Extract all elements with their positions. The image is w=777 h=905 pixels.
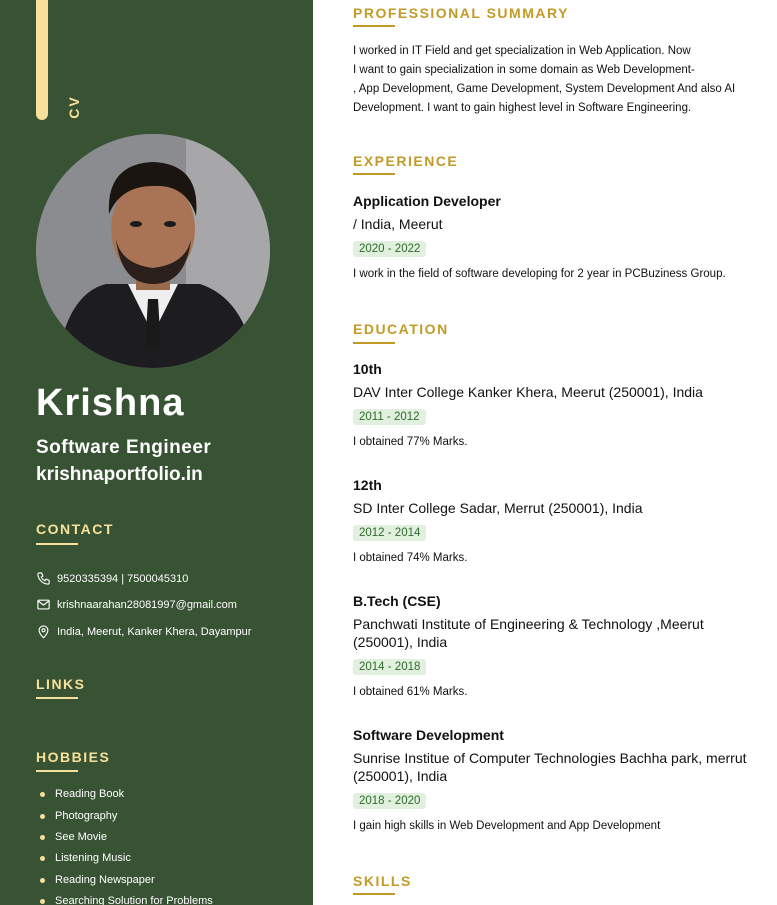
education-subtitle: DAV Inter College Kanker Khera, Meerut (250001), India — [353, 384, 703, 400]
links-underline — [36, 697, 78, 699]
date-badge: 2014 - 2018 — [353, 659, 426, 675]
summary-underline — [353, 25, 395, 27]
education-description: I gain high skills in Web Development and App Development — [353, 820, 661, 832]
education-title: B.Tech (CSE) — [353, 593, 441, 609]
contact-address — [36, 624, 251, 639]
education-title: Software Development — [353, 727, 504, 743]
experience-underline — [353, 173, 395, 175]
hobbies-underline — [36, 770, 78, 772]
contact-underline — [36, 543, 78, 545]
education-description: I obtained 61% Marks. — [353, 686, 468, 698]
bullet-icon — [40, 899, 45, 904]
hobbies-heading: HOBBIES — [36, 749, 111, 765]
date-badge: 2011 - 2012 — [353, 409, 426, 425]
hobby-label: Photography — [55, 810, 118, 822]
summary-line: I worked in IT Field and get specialization in Web Application. Now — [353, 45, 691, 57]
hobby-item — [40, 810, 117, 822]
education-description: I obtained 74% Marks. — [353, 552, 468, 564]
hobby-item — [40, 831, 107, 843]
experience-subtitle: / India, Meerut — [353, 216, 443, 232]
bullet-icon — [40, 856, 45, 861]
profile-title: Software Engineer — [36, 437, 212, 458]
profile-name: Krishna — [36, 382, 185, 424]
date-badge: 2018 - 2020 — [353, 793, 426, 809]
location-pin-icon — [36, 624, 51, 639]
contact-email-text: krishnaarahan28081997@gmail.com — [57, 598, 237, 611]
hobby-item — [40, 852, 131, 864]
hobby-label: Reading Book — [55, 788, 125, 800]
experience-heading: EXPERIENCE — [353, 153, 459, 169]
profile-photo — [36, 134, 270, 368]
links-heading: LINKS — [36, 676, 86, 692]
cv-label: CV — [66, 95, 82, 119]
hobby-item — [40, 874, 155, 886]
contact-heading: CONTACT — [36, 521, 114, 537]
hobby-label: Listening Music — [55, 852, 131, 864]
hobby-label: See Movie — [55, 831, 107, 843]
education-description: I obtained 77% Marks. — [353, 436, 468, 448]
hobby-item — [40, 788, 124, 800]
contact-phone[interactable] — [36, 571, 188, 586]
skills-heading: SKILLS — [353, 873, 412, 889]
education-subtitle: Sunrise Institue of Computer Technologies Bachha park, merrut (250001), India — [353, 750, 747, 784]
contact-phone-text: 9520335394 | 7500045310 — [57, 572, 189, 585]
bullet-icon — [40, 792, 45, 797]
skills-underline — [353, 893, 395, 895]
education-heading: EDUCATION — [353, 321, 449, 337]
summary-line: I want to gain specialization in some domain as Web Development- — [353, 64, 695, 76]
cv-accent-bar — [36, 0, 48, 120]
hobby-label: Reading Newspaper — [55, 874, 155, 886]
education-underline — [353, 342, 395, 344]
summary-heading: PROFESSIONAL SUMMARY — [353, 5, 569, 21]
bullet-icon — [40, 814, 45, 819]
summary-text — [353, 42, 753, 118]
date-badge: 2020 - 2022 — [353, 241, 426, 257]
summary-line: , App Development, Game Development, System Development And also AI — [353, 83, 736, 95]
education-title: 12th — [353, 477, 382, 493]
summary-line: Development. I want to gain highest level in Software Engineering. — [353, 102, 692, 114]
hobby-item — [40, 895, 213, 905]
education-subtitle: Panchwati Institute of Engineering & Technology ,Meerut (250001), India — [353, 616, 704, 650]
experience-description: I work in the field of software developing for 2 year in PCBuziness Group. — [353, 268, 726, 280]
bullet-icon — [40, 835, 45, 840]
profile-website[interactable]: krishnaportfolio.in — [36, 464, 203, 485]
hobby-label: Searching Solution for Problems — [55, 895, 213, 905]
mail-icon — [36, 597, 51, 612]
date-badge: 2012 - 2014 — [353, 525, 426, 541]
phone-icon — [36, 571, 51, 586]
contact-address-text: India, Meerut, Kanker Khera, Dayampur — [57, 625, 252, 638]
sidebar — [0, 0, 313, 905]
contact-email[interactable] — [36, 597, 237, 612]
education-title: 10th — [353, 361, 382, 377]
education-subtitle: SD Inter College Sadar, Merrut (250001), India — [353, 500, 643, 516]
bullet-icon — [40, 878, 45, 883]
experience-title: Application Developer — [353, 193, 501, 209]
